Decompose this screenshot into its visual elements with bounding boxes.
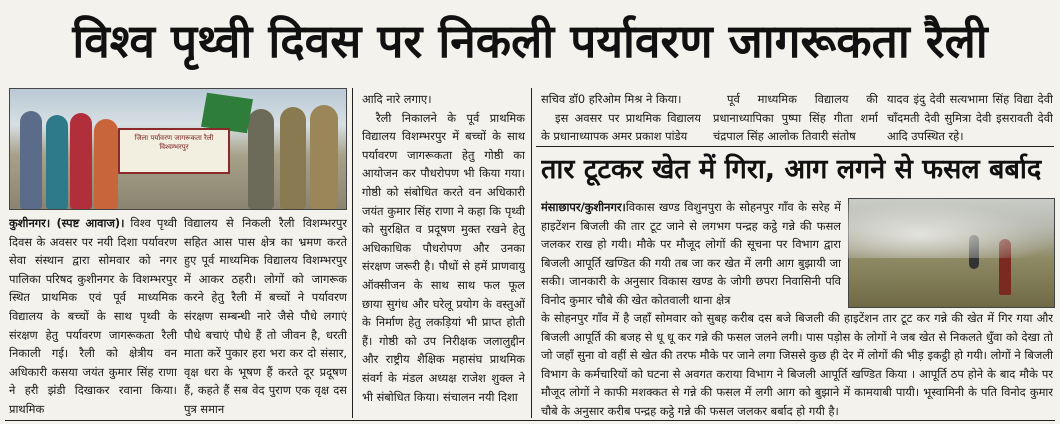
article1-col5	[713, 90, 878, 146]
article1-col4-p1: सचिव डॉ0 हरिओम मिश्र ने किया।	[541, 92, 682, 106]
article1-col6-text: यादव इंदु देवी सत्यभामा सिंह विद्या देवी चाँदमती देवी सुमित्रा देवी इसरावती देवी आदि उपस्थित रहे।	[887, 92, 1053, 144]
column-rule	[352, 88, 353, 418]
article1-col4	[541, 90, 701, 146]
article1-col2-text: विद्यालय से निकली रैली विशम्भरपुर सहित आस पास क्षेत्र का भ्रमण करते हुए पूर्व माध्यमिक विद्यालय विशम्भरपुर में आकर ठहरी। लोगों को जागरूक करने हेतु रैली में बच्चों ने पर्यावरण संरक्षण सम्बन्धी नारे जैसे पौधे लगाएं पौधे बचाएं पौधे हैं तो जीवन है, धरती माता करें पुकार हरा भरा कर दो संसार, वृक्ष धरा के भूषण हैं करते दूर प्रदूषण हैं, कहते हैं सब वेद पुराण एक वृक्ष दस पुत्र समान	[184, 216, 347, 416]
rally-banner: जिला पर्यावरण जागरूकता रैली विश्वम्भरपुर	[118, 128, 230, 174]
section-rule	[536, 146, 1054, 147]
article1-col1-text: विश्व पृथ्वी दिवस के अवसर पर नयी दिशा पर्यावरण सेवा संस्थान द्वारा सोमवार को नगर पालिका परिषद कुशीनगर के विशम्भरपुर स्थित प्राथमिक एवं पूर्व माध्यमिक विद्यालय के बच्चों के साथ पृथ्वी के संरक्षण हेतु पर्यावरण जागरूकता रैली निकाली गई। रैली को क्षेत्रीय वन अधिकारी कसया जयंत कुमार सिंह राणा ने हरी झंडी दिखाकर रवाना किया। प्राथमिक	[9, 216, 177, 416]
article1-col2	[184, 214, 347, 418]
byline: (स्पष्ट आवाज)।	[50, 216, 125, 230]
article1-col1	[9, 214, 177, 418]
article1-col5-text: पूर्व माध्यमिक विद्यालय की प्रधानाध्यापिका पुष्पा सिंह गीता शर्मा चंद्रपाल सिंह आलोक तिवारी संतोष	[713, 92, 878, 144]
article1-col4-p2: इस अवसर पर प्राथमिक विद्यालय के प्रधानाध्यापक अमर प्रकाश पांडेय	[541, 110, 701, 144]
article2-body-bottom	[541, 309, 1053, 419]
article1-col3-p2: रैली निकालने के पूर्व प्राथमिक विद्यालय विशम्भरपुर में बच्चों के साथ पर्यावरण जागरूकता हेतु गोष्ठी का आयोजन कर पौधरोपण भी किया गया। गोष्ठी को संबोधित करते वन अधिकारी जयंत कुमार सिंह राणा ने कहा कि पृथ्वी को सुरक्षित व प्रदूषण मुक्त रखने हेतु अधिकाधिक पौधरोपण और उनका संरक्षण जरूरी है। पौधों से हमें प्राणवायु ऑक्सीजन के साथ साथ फल फूल छाया सुगंध और घरेलू प्रयोग के वस्तुओं के निर्माण हेतु लकड़ियां भी प्राप्त होती हैं। गोष्ठी को उप निरीक्षक जलालुद्दीन और राष्ट्रीय शैक्षिक महासंघ प्राथमिक संवर्ग के मंडल अध्यक्ष राजेश शुक्ल ने भी संबोधित किया। संचालन नयी दिशा	[362, 110, 525, 404]
article2-dateline: मंसाछापर/कुशीनगर।	[541, 200, 626, 214]
article2-text-top: विकास खण्ड विशुनपुरा के सोहनपुर गाँव के सरेह में हाइटेंशन बिजली की तार टूट जाने से लगभग पन्द्रह कट्ठे गन्ने की फसल जलकर राख हो गयी। मौके पर मौजूद लोगों की सूचना पर विभाग द्वारा बिजली आपूर्ति खण्डित की गयी तब जा कर खेत में लगी आग बुझायी जा सकी। जानकारी के अनुसार विकास खण्ड के जोगी छपरा निवासिनी पवि विनोद कुमार चौबे की खेत कोतवाली थाना क्षेत्र	[541, 200, 841, 307]
article2-headline: तार टूटकर खेत में गिरा, आग लगने से फसल बर्बाद	[541, 154, 1042, 185]
article1-col3-p1: आदि नारे लगाए।	[362, 92, 432, 106]
column-rule	[531, 88, 532, 418]
smoke	[848, 198, 1053, 258]
main-headline: विश्व पृथ्वी दिवस पर निकली पर्यावरण जागरूकता रैली	[72, 14, 988, 68]
article1-col3	[362, 90, 525, 418]
article2-text-bottom: के सोहनपुर गाँव में है जहाँ सोमवार को सुबह करीब दस बजे बिजली की हाइटेंशन तार टूट कर गन्ने की खेत में गिर गया और बिजली आपूर्ति की बजह से धू धू कर गन्ने की फसल जलने लगी। पास पड़ोस के लोगों ने जब खेत से निकलते धुँवा को देखा तो जो जहाँ सुना वो वहीं से खेत की तरफ मौके पर जाने लगा जिससे कुछ ही देर में लोगों की भीड़ इकट्ठी हो गयी। लोगों ने बिजली विभाग के कर्मचारियों को घटना से अवगत कराया विभाग ने बिजली आपूर्ति खण्डित किया । आपूर्ति ठप होने के बाद मौके पर मौजूद लोगों ने काफी मशक्कत से गन्ने की फसल में लगी आग को बुझाने में कामयाबी पायी। भूस्वामिनी के पति विनोद कुमार चौबे के अनुसार करीब पन्द्रह कट्ठे गन्ने की फसल जलकर बर्बाद हो गयी है।	[541, 311, 1053, 418]
bottom-rule	[5, 420, 1055, 421]
dateline: कुशीनगर।	[9, 216, 51, 230]
article1-col6	[887, 90, 1053, 146]
article2-body-top	[541, 198, 841, 308]
